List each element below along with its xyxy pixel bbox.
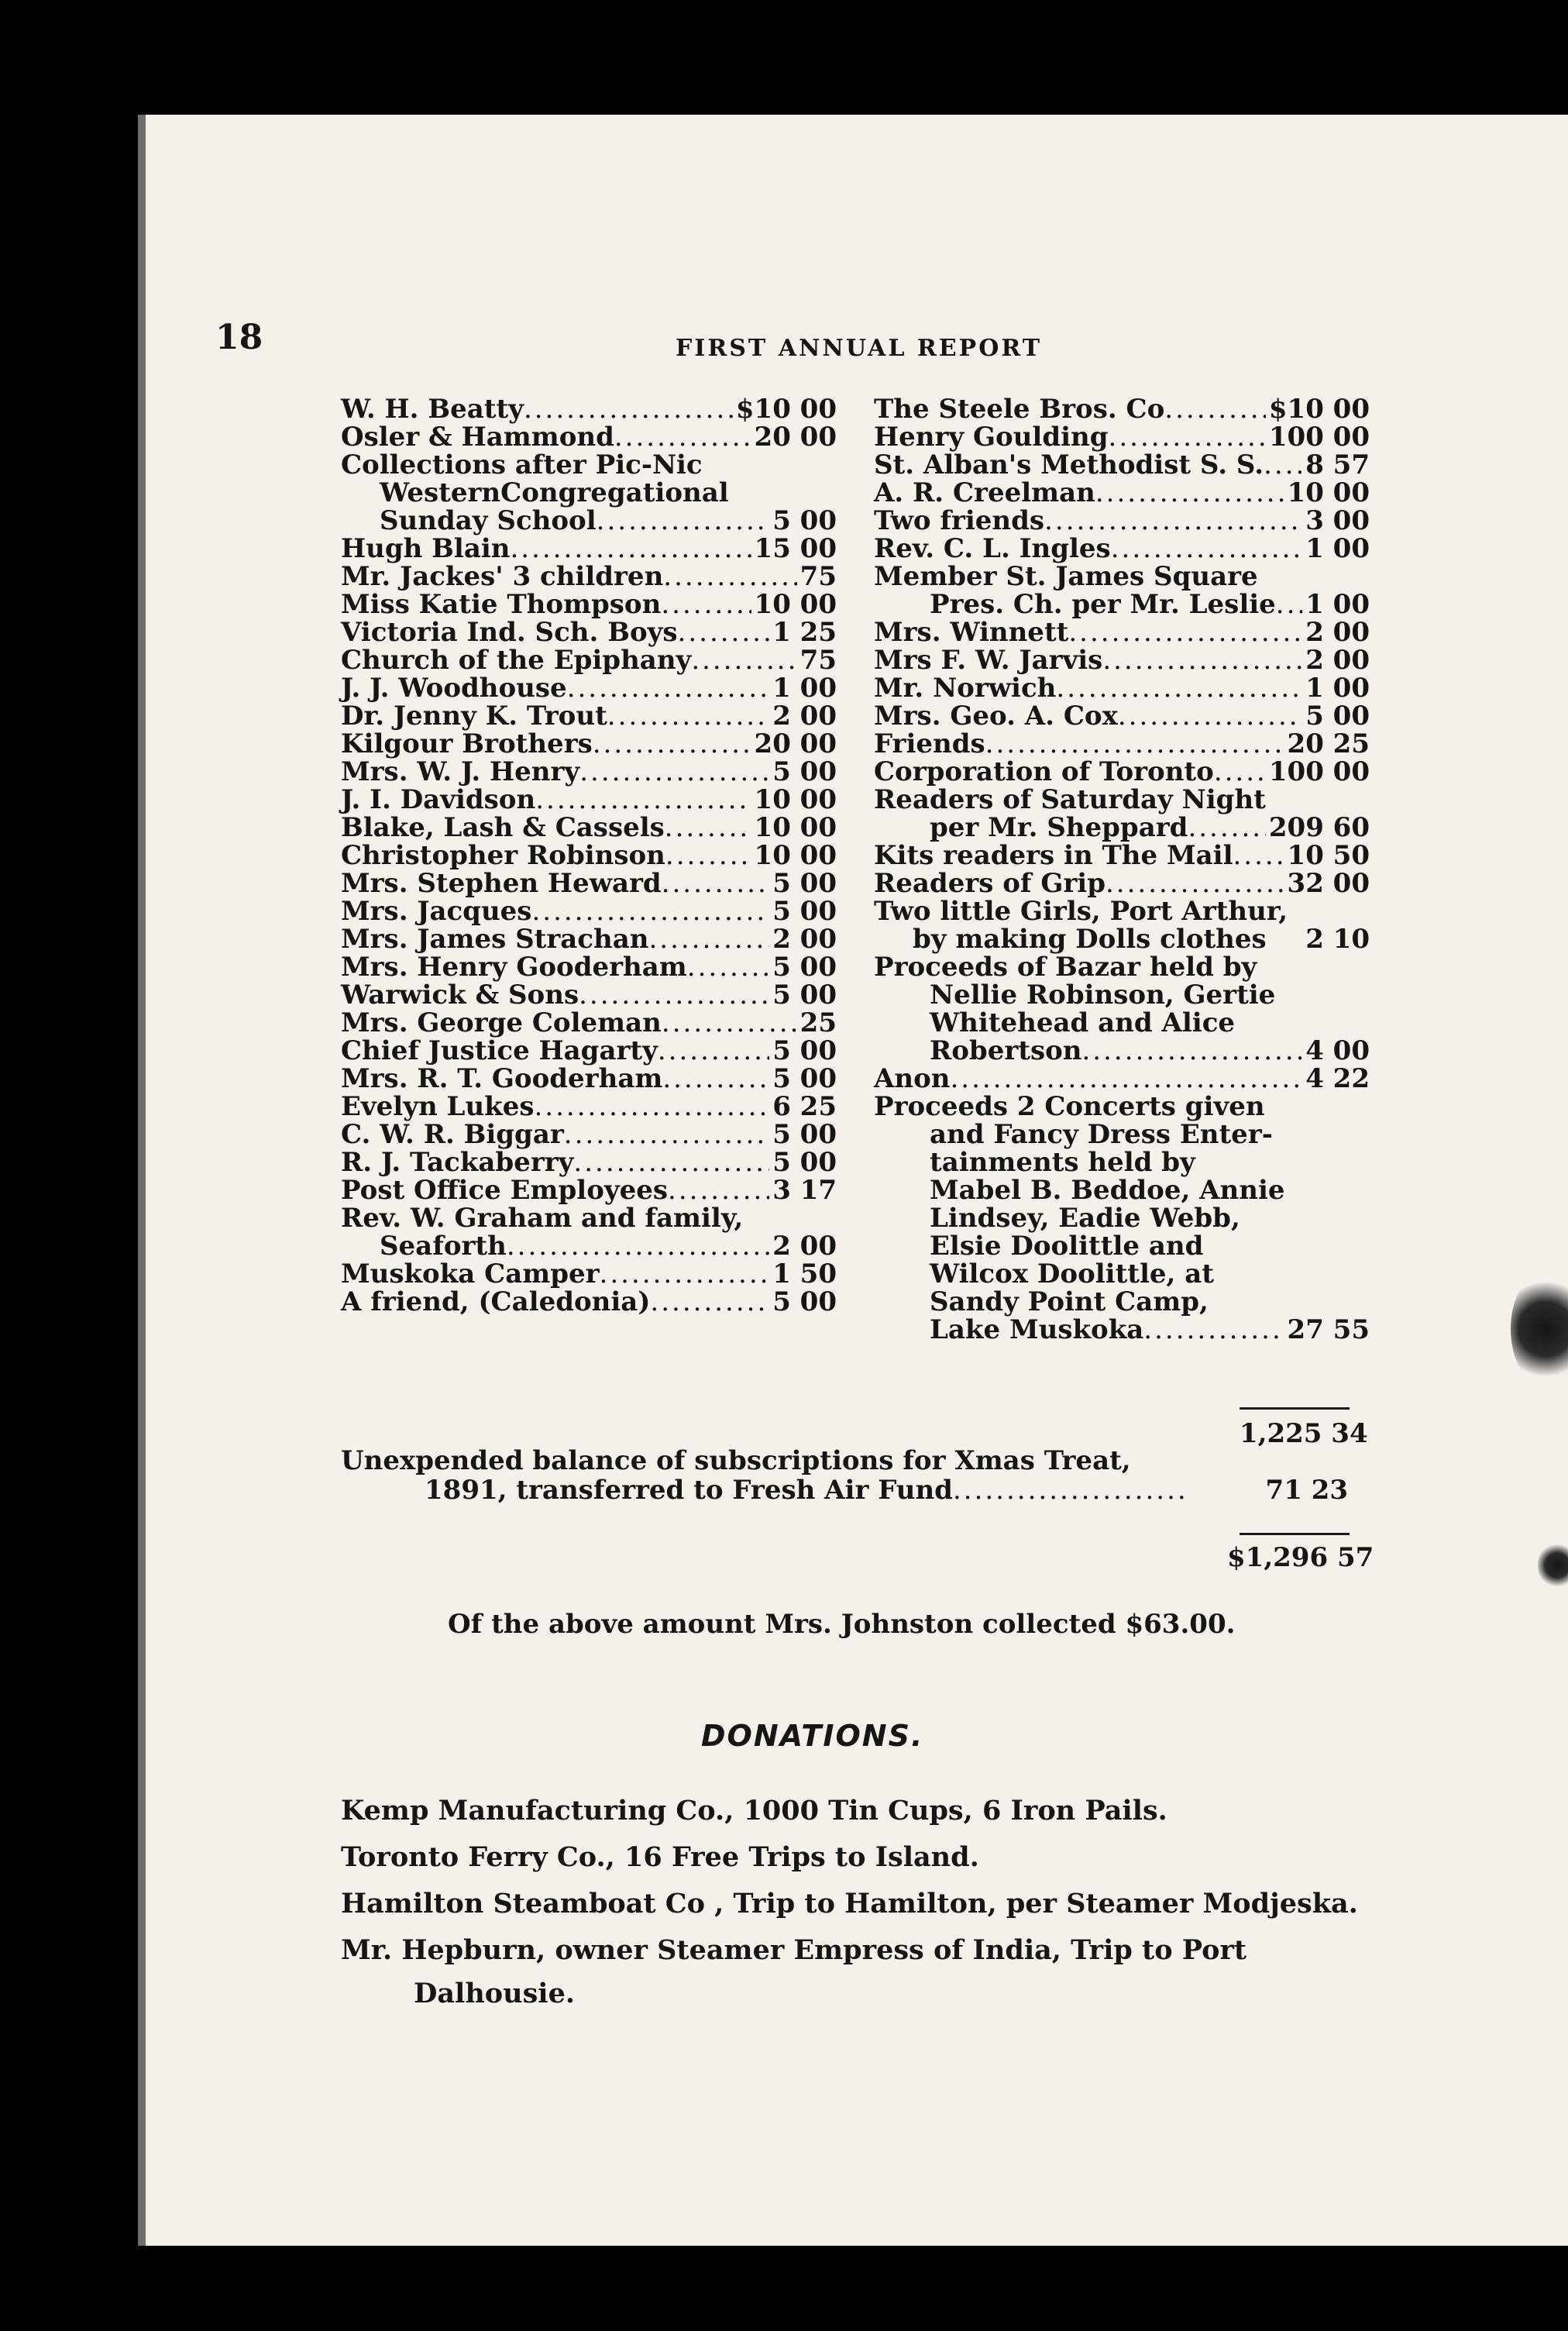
list-item: Mr. Jackes' 3 children ..... 75 xyxy=(341,563,837,590)
list-item: Member St. James Square xyxy=(874,561,1258,592)
list-item: Hugh Blain ..... 15 00 xyxy=(341,535,837,563)
list-item: Muskoka Camper ..... 1 50 xyxy=(341,1260,837,1288)
list-item: Victoria Ind. Sch. Boys ..... 1 25 xyxy=(341,618,837,646)
list-item: tainments held by xyxy=(930,1147,1195,1178)
list-item: Mrs. George Coleman ..... 25 xyxy=(341,1009,837,1037)
list-item: A friend, (Caledonia) ..... 5 00 xyxy=(341,1288,837,1316)
running-title: FIRST ANNUAL REPORT xyxy=(676,335,1043,362)
list-item: by making Dolls clothes 2 10 xyxy=(913,924,1370,955)
right-subscription-column xyxy=(874,395,1370,1344)
list-item: Readers of Saturday Night xyxy=(874,784,1266,815)
list-item: A. R. Creelman ..... 10 00 xyxy=(874,479,1370,507)
page-number: 18 xyxy=(215,318,263,357)
list-item: Blake, Lash & Cassels ..... 10 00 xyxy=(341,814,837,842)
list-item: and Fancy Dress Enter- xyxy=(930,1119,1273,1150)
balance-line-2: 1891, transferred to Fresh Air Fund ..... 71 23 xyxy=(341,1475,1348,1505)
donation-item: Kemp Manufacturing Co., 1000 Tin Cups, 6 Iron Pails. xyxy=(341,1795,1167,1827)
list-item: Post Office Employees ..... 3 17 xyxy=(341,1176,837,1204)
balance-paragraph xyxy=(341,1446,1348,1505)
list-item: The Steele Bros. Co ..... $10 00 xyxy=(874,395,1370,423)
list-item: Kits readers in The Mail ..... 10 50 xyxy=(874,842,1370,869)
list-item: Corporation of Toronto ..... 100 00 xyxy=(874,758,1370,786)
list-item: per Mr. Sheppard ..... 209 60 xyxy=(874,814,1370,842)
list-item: Anon ..... 4 22 xyxy=(874,1065,1370,1093)
donation-item: Dalhousie. xyxy=(414,1978,576,2009)
balance-line-1: Unexpended balance of subscriptions for Xmas Treat, xyxy=(341,1445,1131,1476)
list-item: Kilgour Brothers ..... 20 00 xyxy=(341,730,837,758)
list-item: Mrs. Geo. A. Cox ..... 5 00 xyxy=(874,702,1370,730)
list-item: Dr. Jenny K. Trout ..... 2 00 xyxy=(341,702,837,730)
list-item: Miss Katie Thompson ..... 10 00 xyxy=(341,590,837,618)
list-item: Church of the Epiphany ..... 75 xyxy=(341,646,837,674)
donation-item: Hamilton Steamboat Co , Trip to Hamilton, per Steamer Modjeska. xyxy=(341,1888,1358,1920)
grand-total-amount: $1,296 57 xyxy=(1227,1542,1374,1573)
list-item: Mrs. Henry Gooderham ..... 5 00 xyxy=(341,953,837,981)
list-item: Mrs. W. J. Henry ..... 5 00 xyxy=(341,758,837,786)
list-item: Osler & Hammond ..... 20 00 xyxy=(341,423,837,451)
donations-heading: DONATIONS. xyxy=(701,1719,924,1753)
donation-item: Toronto Ferry Co., 16 Free Trips to Island. xyxy=(341,1841,979,1873)
collection-note: Of the above amount Mrs. Johnston collected $63.00. xyxy=(448,1609,1236,1640)
list-item: Whitehead and Alice xyxy=(930,1007,1236,1038)
list-item: Collections after Pic-Nic xyxy=(341,449,703,480)
list-item: Warwick & Sons ..... 5 00 xyxy=(341,981,837,1009)
list-item: Lake Muskoka ..... 27 55 xyxy=(874,1316,1370,1344)
list-item: WesternCongregational xyxy=(380,477,729,508)
list-item: Mrs. Jacques ..... 5 00 xyxy=(341,897,837,925)
list-item: Mabel B. Beddoe, Annie xyxy=(930,1175,1285,1206)
list-item: J. I. Davidson ..... 10 00 xyxy=(341,786,837,814)
list-item: R. J. Tackaberry ..... 5 00 xyxy=(341,1148,837,1176)
list-item: Proceeds of Bazar held by xyxy=(874,952,1257,983)
list-item: Friends ..... 20 25 xyxy=(874,730,1370,758)
subtotal-amount: 1,225 34 xyxy=(1240,1418,1368,1449)
list-item: Sunday School ..... 5 00 xyxy=(341,507,837,535)
list-item: Wilcox Doolittle, at xyxy=(930,1258,1214,1289)
list-item: Evelyn Lukes ..... 6 25 xyxy=(341,1093,837,1121)
list-item: Mrs. Winnett ..... 2 00 xyxy=(874,618,1370,646)
list-item: Henry Goulding ..... 100 00 xyxy=(874,423,1370,451)
list-item: Nellie Robinson, Gertie xyxy=(930,980,1276,1011)
list-item: Mrs. Stephen Heward ..... 5 00 xyxy=(341,869,837,897)
list-item: Two friends ..... 3 00 xyxy=(874,507,1370,535)
list-item: Seaforth ..... 2 00 xyxy=(341,1232,837,1260)
list-item: Readers of Grip ..... 32 00 xyxy=(874,869,1370,897)
list-item: Lindsey, Eadie Webb, xyxy=(930,1203,1240,1234)
list-item: Two little Girls, Port Arthur, xyxy=(874,896,1288,927)
list-item: J. J. Woodhouse ..... 1 00 xyxy=(341,674,837,702)
list-item: Mrs. R. T. Gooderham ..... 5 00 xyxy=(341,1065,837,1093)
list-item: Mrs F. W. Jarvis ..... 2 00 xyxy=(874,646,1370,674)
left-subscription-column xyxy=(341,395,837,1316)
list-item: C. W. R. Biggar ..... 5 00 xyxy=(341,1121,837,1148)
subtotal-rule xyxy=(1240,1407,1350,1410)
list-item: St. Alban's Methodist S. S. ..... 8 57 xyxy=(874,451,1370,479)
list-item: Mrs. James Strachan ..... 2 00 xyxy=(341,925,837,953)
donation-item: Mr. Hepburn, owner Steamer Empress of India, Trip to Port xyxy=(341,1934,1247,1966)
list-item: Rev. W. Graham and family, xyxy=(341,1203,744,1234)
list-item: Elsie Doolittle and xyxy=(930,1231,1204,1262)
list-item: Mr. Norwich ..... 1 00 xyxy=(874,674,1370,702)
list-item: Robertson ..... 4 00 xyxy=(874,1037,1370,1065)
list-item: Rev. C. L. Ingles ..... 1 00 xyxy=(874,535,1370,563)
list-item: Sandy Point Camp, xyxy=(930,1286,1209,1317)
list-item: Pres. Ch. per Mr. Leslie ..... 1 00 xyxy=(874,590,1370,618)
list-item: Chief Justice Hagarty ..... 5 00 xyxy=(341,1037,837,1065)
grand-total-rule xyxy=(1240,1533,1350,1535)
list-item: Proceeds 2 Concerts given xyxy=(874,1091,1265,1122)
list-item: Christopher Robinson ..... 10 00 xyxy=(341,842,837,869)
list-item: W. H. Beatty ..... $10 00 xyxy=(341,395,837,423)
